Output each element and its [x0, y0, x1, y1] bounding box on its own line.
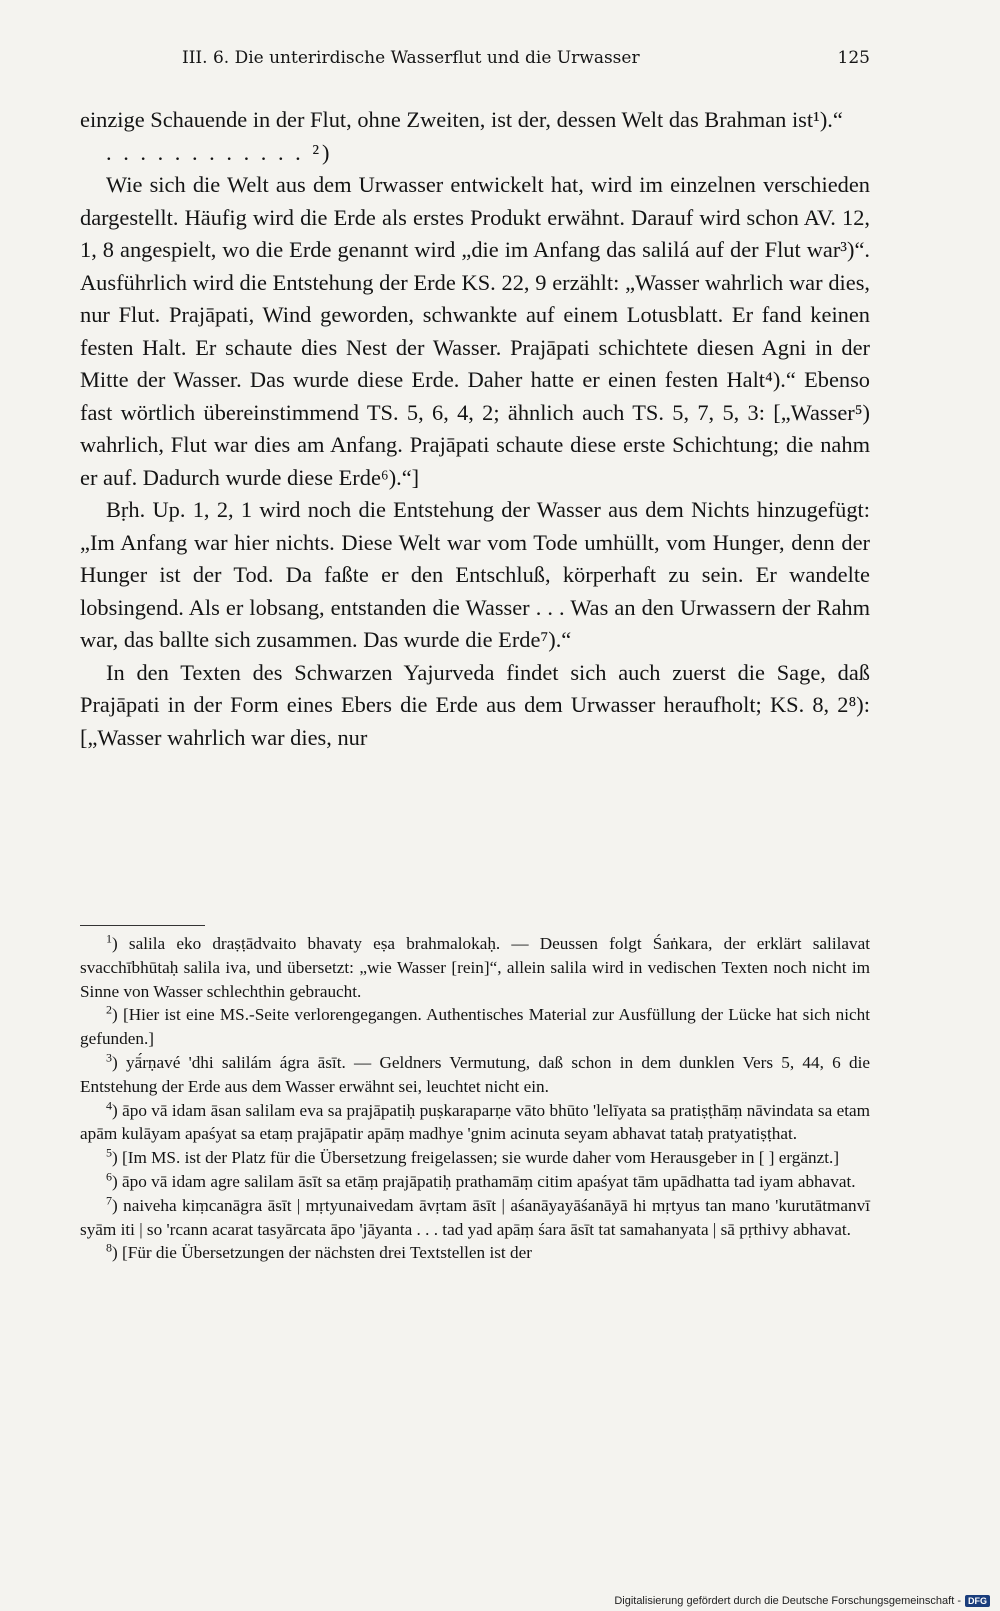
- paragraph: einzige Schauende in der Flut, ohne Zweiten, ist der, dessen Welt das Brahman ist¹).“: [80, 107, 843, 132]
- footnote: $^2$) [Hier ist eine MS.-Seite verlorengegangen. Authentisches Material zur Ausfüllung der Lücke hat sich nicht gefunden.]: [80, 1002, 870, 1049]
- footnote: $^3$) yā́rṇavé 'dhi salilám ágra āsīt. — Geldners Vermutung, daß schon in dem dunklen Vers 5, 44, 6 die Entstehung der Erde aus dem Wasser erwähnt sei, leuchtet nicht ein.: [80, 1050, 870, 1096]
- body-text: [80, 104, 870, 754]
- footnotes: [80, 932, 870, 1265]
- page-number: 125: [837, 48, 870, 68]
- footnote: $^8$) [Für die Übersetzungen der nächsten drei Textstellen ist der: [106, 1240, 532, 1263]
- footnote: $^1$) salila eko draṣṭādvaito bhavaty eṣa brahmalokaḥ. — Deussen folgt Śaṅkara, der erklärt salilavat svacchībhūtaḥ salila iva, und übersetzt: „wie Wasser [rein]“, allein salila wird in vedischen Texten noch nicht im Sinne von Wasser schlechthin gebraucht.: [80, 931, 870, 1001]
- page-header: [82, 48, 870, 78]
- footnote: $^5$) [Im MS. ist der Platz für die Übersetzung freigelassen; sie wurde daher vom Herausgeber in [ ] ergänzt.]: [106, 1145, 840, 1168]
- paragraph: Bṛh. Up. 1, 2, 1 wird noch die Entstehung der Wasser aus dem Nichts hinzugefügt: „Im Anfang war hier nichts. Diese Welt war vom Tode umhüllt, vom Hunger, denn der Hunger ist der Tod. Da faßte er den Entschluß, körperhaft zu sein. Er wandelte lobsingend. Als er lobsang, entstanden die Wasser . . . Was an den Urwassern der Rahm war, das ballte sich zusammen. Das wurde die Erde⁷).“: [80, 497, 870, 652]
- footnote: $^6$) āpo vā idam agre salilam āsīt sa etāṃ prajāpatiḥ prathamāṃ citim apaśyat tām upādhatta tad iyam abhavat.: [106, 1169, 856, 1191]
- footnote-rule: [80, 925, 205, 926]
- paragraph: Wie sich die Welt aus dem Urwasser entwickelt hat, wird im einzelnen verschieden dargestellt. Häufig wird die Erde als erstes Produkt erwähnt. Darauf wird schon AV. 12, 1, 8 angespielt, wo die Erde genannt wird „die im Anfang das salilá auf der Flut war³)“. Ausführlich wird die Entstehung der Erde KS. 22, 9 erzählt: „Wasser wahrlich war dies, nur Flut. Prajāpati, Wind geworden, schwankte auf einem Lotusblatt. Er fand keinen festen Halt. Er schaute dies Nest der Wasser. Prajāpati schichtete diesen Agni in der Mitte der Wasser. Das wurde diese Erde. Daher hatte er einen festen Halt⁴).“ Ebenso fast wörtlich übereinstimmend TS. 5, 6, 4, 2; ähnlich auch TS. 5, 7, 5, 3: [„Wasser⁵) wahrlich, Flut war dies am Anfang. Prajāpati schaute diese erste Schichtung; die nahm er auf. Dadurch wurde diese Erde⁶).“]: [80, 172, 870, 490]
- digitization-footer: [614, 1595, 990, 1607]
- running-title: III. 6. Die unterirdische Wasserflut und die Urwasser: [182, 48, 640, 68]
- ellipsis-line: . . . . . . . . . . . . ²): [106, 139, 333, 165]
- footnote: $^4$) āpo vā idam āsan salilam eva sa prajāpatiḥ puṣkaraparṇe vāto bhūto 'lelīyata sa pratiṣṭhāṃ nāvindata sa etam apām kulāyam apaśyat sa etaṃ prajāpatir apāṃ madhye 'gnim acinuta seyam abhavat tataḥ pratyatiṣṭhat.: [80, 1097, 870, 1144]
- paragraph: In den Texten des Schwarzen Yajurveda findet sich auch zuerst die Sage, daß Prajāpati in der Form eines Ebers die Erde aus dem Urwasser heraufholt; KS. 8, 2⁸): [„Wasser wahrlich war dies, nur: [80, 659, 870, 750]
- footnote: $^7$) naiveha kiṃcanāgra āsīt | mṛtyunaivedam āvṛtam āsīt | aśanāyayāśanāyā hi mṛtyus tan mano 'kurutātmanvī syām iti | so 'rcann acarat tasyārcata āpo 'jāyanta . . . tad yad apāṃ śara āsīt tat samahanyata | sā pṛthivy abhavat.: [80, 1193, 870, 1239]
- dfg-logo-icon: DFG: [965, 1595, 990, 1607]
- footer-text: Digitalisierung gefördert durch die Deutsche Forschungsgemeinschaft -: [614, 1595, 961, 1607]
